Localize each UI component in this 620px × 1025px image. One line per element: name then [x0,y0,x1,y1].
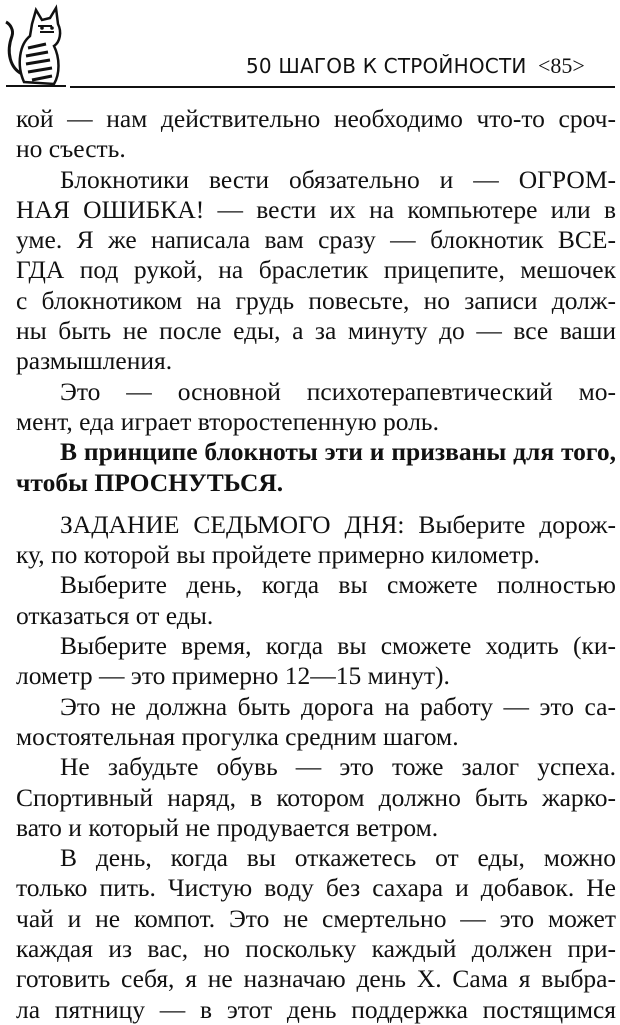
text-line: вато и который не продувается ветром. [16,812,439,842]
text-line: ГДА под рукой, на браслетик прицепите, мешочек [16,255,616,285]
header-rule [70,86,615,88]
page-number: <85> [538,53,585,78]
text-line: НАЯ ОШИБКА! — вести их на компьютере или в [16,194,616,224]
text-line: ку, по которой вы пройдете примерно километр. [16,540,540,570]
text-line: кой — нам действительно необходимо что-то сроч- [16,104,616,133]
page-header [0,0,620,95]
text-line: отказаться от еды. [16,600,214,630]
text-line: с блокнотиком на грудь повесьте, но записи долж- [16,285,616,315]
text-line: ЗАДАНИЕ СЕДЬМОГО ДНЯ: Выберите дорож- [60,509,616,539]
bold-text-line: чтобы ПРОСНУТЬСЯ. [16,467,284,497]
text-line: Выберите день, когда вы сможете полностью [60,570,616,600]
text-line: но съесть. [16,134,126,164]
text-line: В день, когда вы откажетесь от еды, можно [60,843,616,873]
text-line: Спортивный наряд, в котором должно быть жарко- [16,782,616,812]
text-line: каждая из вас, но поскольку каждый должен при- [16,934,616,964]
bold-text-line: В принципе блокноты эти и призваны для того, [60,437,616,467]
text-line: Это не должна быть дорога на работу — это са- [60,691,616,721]
text-line: мент, еда играет второстепенную роль. [16,406,439,436]
text-line: ны быть не после еды, а за минуту до — все ваши [16,316,616,346]
section-gap [16,498,616,510]
striped-cat-icon [2,2,68,88]
text-line: ла пятницу — в этот день поддержка постящимся [16,994,616,1024]
text-line: чай и не компот. Это не смертельно — это может [16,903,616,933]
text-line: мостоятельная прогулка средним шагом. [16,721,459,751]
text-line: Блокнотики вести обязательно и — ОГРОМ- [60,164,616,194]
running-title: 50 ШАГОВ К СТРОЙНОСТИ [246,54,527,78]
text-line: только пить. Чистую воду без сахара и добавок. Не [16,873,616,903]
text-line: размышления. [16,346,173,376]
text-line: Не забудьте обувь — это тоже залог успеха. [60,752,616,782]
text-line: уме. Я же написала вам сразу — блокнотик ВСЕ- [16,225,616,255]
text-line: Это — основной психотерапевтический мо- [60,376,616,406]
page-body [16,104,616,1025]
text-line: готовить себя, я не назначаю день X. Сама я выбра- [16,964,616,994]
text-line: Выберите время, когда вы сможете ходить (ки- [60,631,616,661]
text-line: лометр — это примерно 12—15 минут). [16,661,450,691]
